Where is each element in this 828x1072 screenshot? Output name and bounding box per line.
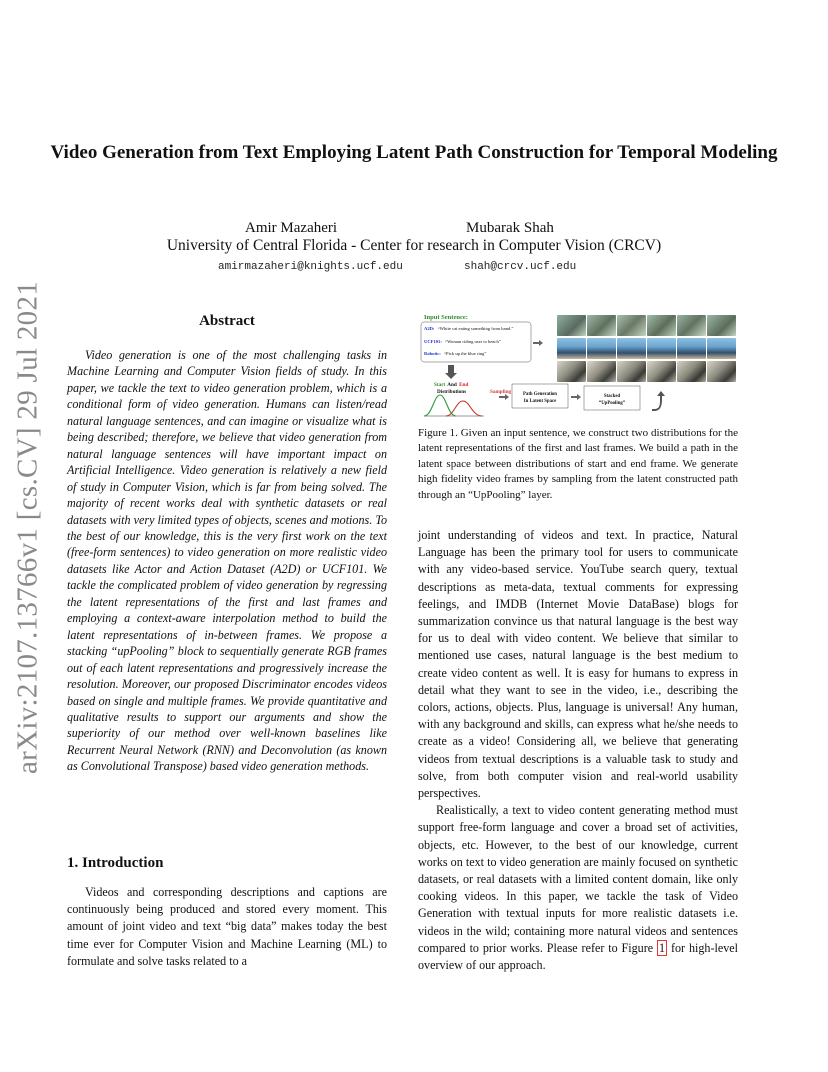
figure-caption: Figure 1. Given an input sentence, we construct two distributions for the latent representations of the first and last frames. We build a path in the latent space between distributions of start and end frame. We generate high fidelity video frames by sampling from the latent constructed path through an “UpPooling” layer. (418, 427, 738, 501)
figure-1 (420, 313, 738, 419)
sampling-label: Sampling (490, 389, 512, 395)
video-frame (677, 315, 706, 336)
dataset-label: UCF101: (424, 339, 442, 344)
intro-column-2 (418, 527, 738, 974)
input-sentence-label: Input Sentence: (424, 314, 468, 321)
video-frame (617, 338, 646, 359)
arrow-up-icon (652, 391, 665, 411)
stacked-line1: Stacked (603, 394, 621, 399)
abstract-heading: Abstract (199, 313, 255, 329)
paragraph-text: Realistically, a text to video content generating method must support free-form language and cover a broad set of activities, objects, etc. However, to the best of our knowledge, current works on text to video generation are mainly focused on synthetic datasets, or real datasets with a limited content domain, like only cooking videos. In this paper, we tackle the task of Video Generation with textual inputs for more realistic datasets i.e. videos in the wild; containing more natural videos and sentences compared to prior works. Please refer to Figure (418, 803, 738, 955)
distributions-label (434, 382, 468, 388)
path-generation-line2: In Latent Space (523, 399, 557, 404)
video-frame (587, 338, 616, 359)
abstract-text: Video generation is one of the most challenging tasks in Machine Learning and Computer Vision fields of study. In this paper, we tackle the text to video generation problem, which is a conditional form of video generation. Humans can listen/read natural language sentences, and can imagine or visualize what is being described; therefore, we believe that video generation from natural language sentences will have important impact on Artificial Intelligence. Video generation is relatively a new field of study in Computer Vision, which is far from being solved. The majority of recent works deal with synthetic datasets or real datasets with very limited types of objects, scenes and motions. To the best of our knowledge, this is the very first work on the text (free-form sentences) to video generation on more realistic video datasets like Actor and Action Dataset (A2D) or UCF101. We tackle the complicated problem of video generation by regressing the latent representations of the first and last frames and employing a context-aware interpolation method to build the latent representations of in-between frames. We propose a stacking “upPooling” block to sequentially generate RGB frames out of each latent representations and progressively increase the resolution. Moreover, our proposed Discriminator encodes videos based on single and multiple frames. We provide quantitative and qualitative results to support our arguments and show the superiority of our method over well-known baselines like Recurrent Neural Network (RNN) and Deconvolution (as known as Convolutional Transpose) based video generation methods. (67, 348, 387, 774)
intro-paragraph: joint understanding of videos and text. In practice, Natural Language has been the primary tool for users to communicate with any video-based service. YouTube search query, textual descriptions as meta-data, textual comments for expressing feelings, and IMDB (Internet Movie DataBase) blogs for summarization convince us that natural language is the best way for us to deal with video content. We believe that similar to mentioned use cases, natural language is the best medium to create video content as well. It is easy for humans to express in detail what they want to see in the video, i.e., describing the colors, actions, objects. Plus, language is universal! Any human, with any background and skills, can express what he/she needs to create as a video! Considering all, we believe that generating videos from textual descriptions is a valuable task to study and solve, from both computer vision and real-world usability perspectives. (418, 528, 738, 801)
arrow-right-icon (571, 394, 581, 400)
sentence-text: “White cat eating something from hand.” (437, 326, 514, 331)
video-frame (617, 361, 646, 382)
stacked-line2: “UpPooling” (598, 401, 626, 406)
input-sentence (424, 351, 486, 356)
generated-frames (557, 315, 737, 389)
intro-paragraph: Videos and corresponding descriptions and captions are continuously being produced and stored every moment. This amount of joint video and text “big data” makes today the best time ever for Computer Vision and Machine Learning (ML) to formulate and solve tasks related to a (67, 885, 387, 968)
dataset-label: A2D: (424, 326, 435, 331)
video-frame (557, 338, 586, 359)
and-word: And (447, 382, 457, 388)
figure-reference-link[interactable]: 1 (659, 940, 666, 955)
author-email: shah@crcv.ucf.edu (464, 261, 577, 273)
video-frame (677, 361, 706, 382)
path-generation-line1: Path Generation (523, 392, 557, 397)
video-frame (677, 338, 706, 359)
sentence-text: “Pick up the blue ring” (444, 351, 487, 356)
video-frame (647, 315, 676, 336)
intro-paragraph (418, 802, 738, 974)
video-frame (557, 315, 586, 336)
video-frame (647, 361, 676, 382)
end-word: End (459, 382, 469, 388)
author-name: Amir Mazaheri (245, 220, 338, 236)
arrow-down-icon (445, 365, 457, 379)
video-frame (647, 338, 676, 359)
section-heading: 1. Introduction (67, 855, 164, 871)
paper-title: Video Generation from Text Employing Latent Path Construction for Temporal Modeling (50, 142, 778, 163)
affiliation: University of Central Florida - Center for research in Computer Vision (CRCV) (166, 237, 662, 254)
dataset-label: Robotic: (424, 351, 441, 356)
video-frame (587, 361, 616, 382)
author-name: Mubarak Shah (466, 220, 554, 236)
video-frame (587, 315, 616, 336)
end-distribution-curve (446, 401, 482, 416)
video-frame (707, 338, 736, 359)
arrow-right-icon (533, 340, 543, 346)
video-frame (617, 315, 646, 336)
paragraph-text: for high-level overview of our approach. (418, 940, 738, 973)
distributions-word: Distributions (437, 389, 467, 395)
author-email: amirmazaheri@knights.ucf.edu (218, 261, 403, 273)
sentence-text: “Woman riding user to beach” (445, 339, 501, 344)
arxiv-stamp: arXiv:2107.13766v1 [cs.CV] 29 Jul 2021 (11, 280, 44, 775)
video-frame (707, 315, 736, 336)
video-frame (557, 361, 586, 382)
input-sentence (424, 326, 513, 331)
start-word: Start (434, 382, 446, 388)
video-frame (707, 361, 736, 382)
input-sentence (424, 339, 501, 344)
